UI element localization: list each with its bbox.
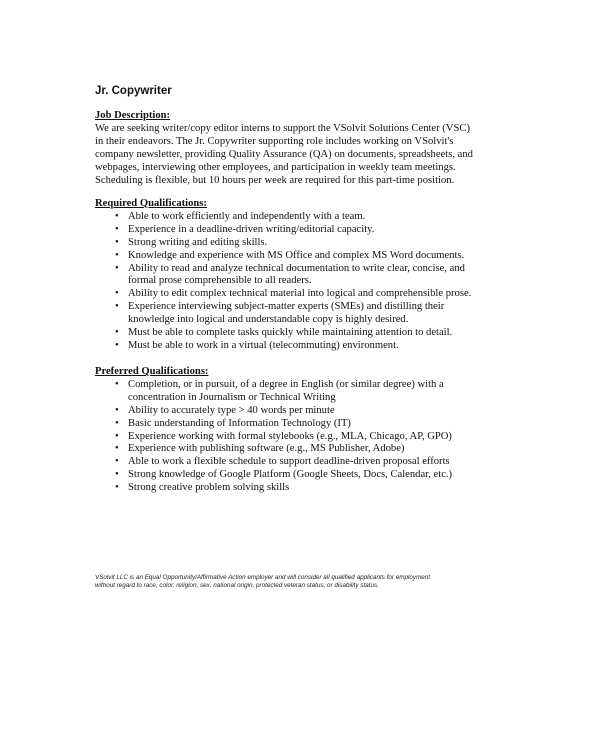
bullet-icon: • [115,430,119,442]
list-item-text: Ability to read and analyze technical documentation to write clear, concise, and [128,262,465,274]
list-item [95,211,525,224]
page-title: Jr. Copywriter [95,85,172,97]
list-item-text: concentration in Journalism or Technical Writing [128,391,336,403]
list-item [95,379,525,405]
job-description-line: webpages, interviewing other employees, and participation in weekly team meetings. [95,161,456,173]
list-item-text: Knowledge and experience with MS Office and complex MS Word documents. [128,249,465,261]
list-item [95,301,525,327]
list-item [95,431,525,444]
job-description-line: We are seeking writer/copy editor interns to support the VSolvit Solutions Center (VSC) [95,122,470,134]
bullet-icon: • [115,236,119,248]
bullet-icon: • [115,223,119,235]
list-item-text: Experience interviewing subject-matter experts (SMEs) and distilling their [128,301,445,313]
bullet-icon: • [115,469,119,481]
bullet-icon: • [115,378,119,390]
list-item-text: formal prose comprehensible to all readers. [128,275,312,287]
list-item-text: Completion, or in pursuit, of a degree in English (or similar degree) with a [128,378,444,390]
list-item [95,327,525,340]
list-item [95,288,525,301]
preferred-qualifications-list [95,379,525,495]
job-description-text [95,123,525,188]
list-item [95,250,525,263]
list-item [95,237,525,250]
job-description-section [95,110,525,187]
bullet-icon: • [115,456,119,468]
preferred-qualifications-heading: Preferred Qualifications: [95,366,209,377]
required-qualifications-heading: Required Qualifications: [95,198,207,209]
list-item [95,224,525,237]
list-item [95,469,525,482]
preferred-qualifications-section [95,366,525,495]
job-description-line: Scheduling is flexible, but 10 hours per week are required for this part-time position. [95,174,455,186]
required-qualifications-section [95,198,525,353]
list-item-text: Basic understanding of Information Technology (IT) [128,417,351,429]
list-item-text: knowledge into logical and understandable copy is highly desired. [128,314,409,326]
list-item [95,456,525,469]
list-item-text: Must be able to complete tasks quickly while maintaining attention to detail. [128,327,453,339]
job-description-heading: Job Description: [95,110,171,121]
bullet-icon: • [115,210,119,222]
list-item [95,340,525,353]
equal-opportunity-statement [95,574,515,590]
list-item [95,263,525,289]
required-qualifications-list [95,211,525,353]
list-item-text: Ability to edit complex technical material into logical and comprehensible prose. [128,288,472,300]
list-item-text: Must be able to work in a virtual (telecommuting) environment. [128,339,399,351]
list-item-text: Experience with publishing software (e.g., MS Publisher, Adobe) [128,443,405,455]
bullet-icon: • [115,262,119,274]
bullet-icon: • [115,443,119,455]
bullet-icon: • [115,327,119,339]
bullet-icon: • [115,339,119,351]
footer-line: without regard to race, color, religion, sex, national origin, protected veteran status, or disability status. [95,582,379,589]
list-item-text: Experience working with formal stylebooks (e.g., MLA, Chicago, AP, GPO) [128,430,452,442]
job-description-line: company newsletter, providing Quality Assurance (QA) on documents, spreadsheets, and [95,148,473,160]
list-item-text: Ability to accurately type > 40 words per minute [128,404,335,416]
list-item [95,418,525,431]
list-item-text: Strong knowledge of Google Platform (Google Sheets, Docs, Calendar, etc.) [128,469,453,481]
bullet-icon: • [115,301,119,313]
footer-line: VSolvit LLC is an Equal Opportunity/Affirmative Action employer and will consider all qualified applicants for employment [95,574,431,581]
list-item-text: Strong writing and editing skills. [128,236,268,248]
list-item-text: Experience in a deadline-driven writing/editorial capacity. [128,223,375,235]
bullet-icon: • [115,482,119,494]
list-item-text: Strong creative problem solving skills [128,482,290,494]
bullet-icon: • [115,417,119,429]
list-item-text: Able to work a flexible schedule to support deadline-driven proposal efforts [128,456,450,468]
bullet-icon: • [115,249,119,261]
bullet-icon: • [115,404,119,416]
list-item [95,405,525,418]
list-item [95,482,525,495]
bullet-icon: • [115,288,119,300]
job-description-line: in their endeavors. The Jr. Copywriter supporting role includes working on VSolvit's [95,135,454,147]
list-item-text: Able to work efficiently and independently with a team. [128,210,366,222]
list-item [95,443,525,456]
